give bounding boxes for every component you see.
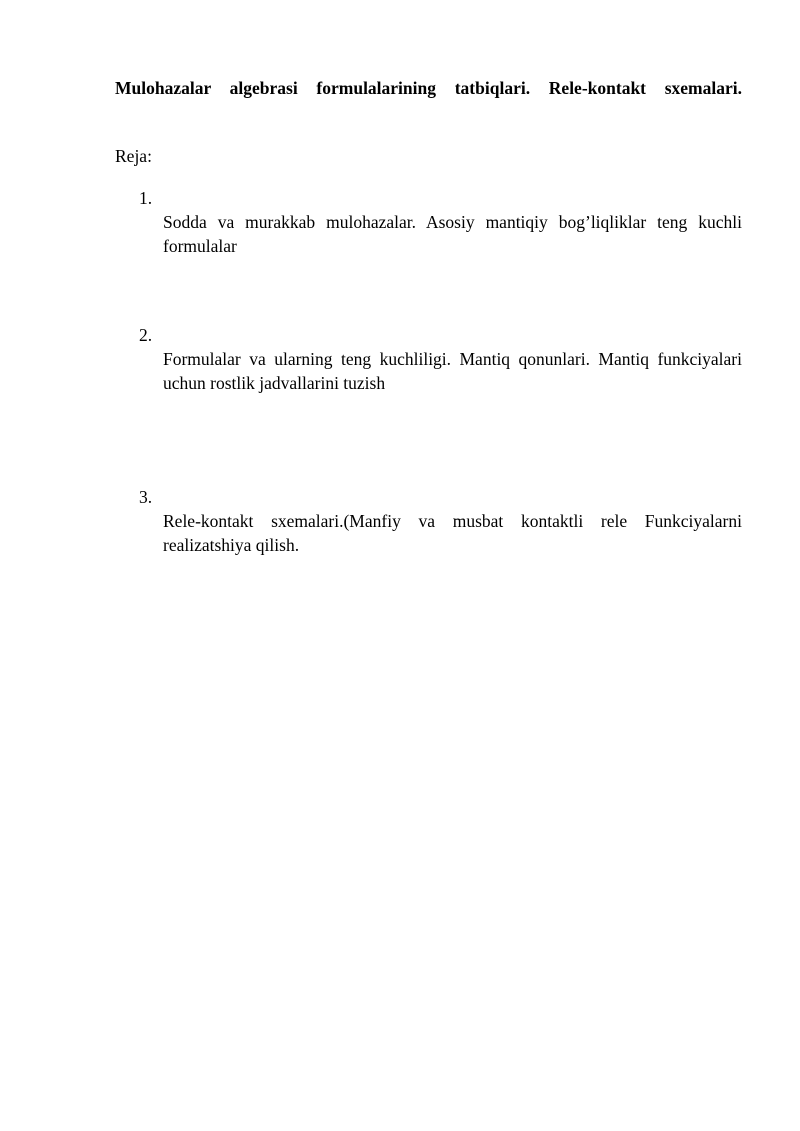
plan-item-text: Rele-kontakt sxemalari.(Manfiy va musbat kontaktli rele Funkciyalarni realizatshiya qilish. [163,511,742,555]
document-title: Mulohazalar algebrasi formulalarining tatbiqlari. Rele-kontakt sxemalari. [115,78,742,98]
plan-item-number: 3. [139,487,153,507]
plan-label: Reja: [115,146,152,166]
plan-item-number: 1. [139,188,153,208]
plan-item-number: 2. [139,325,153,345]
plan-item-text: Formulalar va ularning teng kuchliligi. Mantiq qonunlari. Mantiq funkciyalari uchun rostlik jadvallarini tuzish [163,349,742,393]
plan-item-text: Sodda va murakkab mulohazalar. Asosiy mantiqiy bog’liqliklar teng kuchli formulalar [163,212,742,256]
